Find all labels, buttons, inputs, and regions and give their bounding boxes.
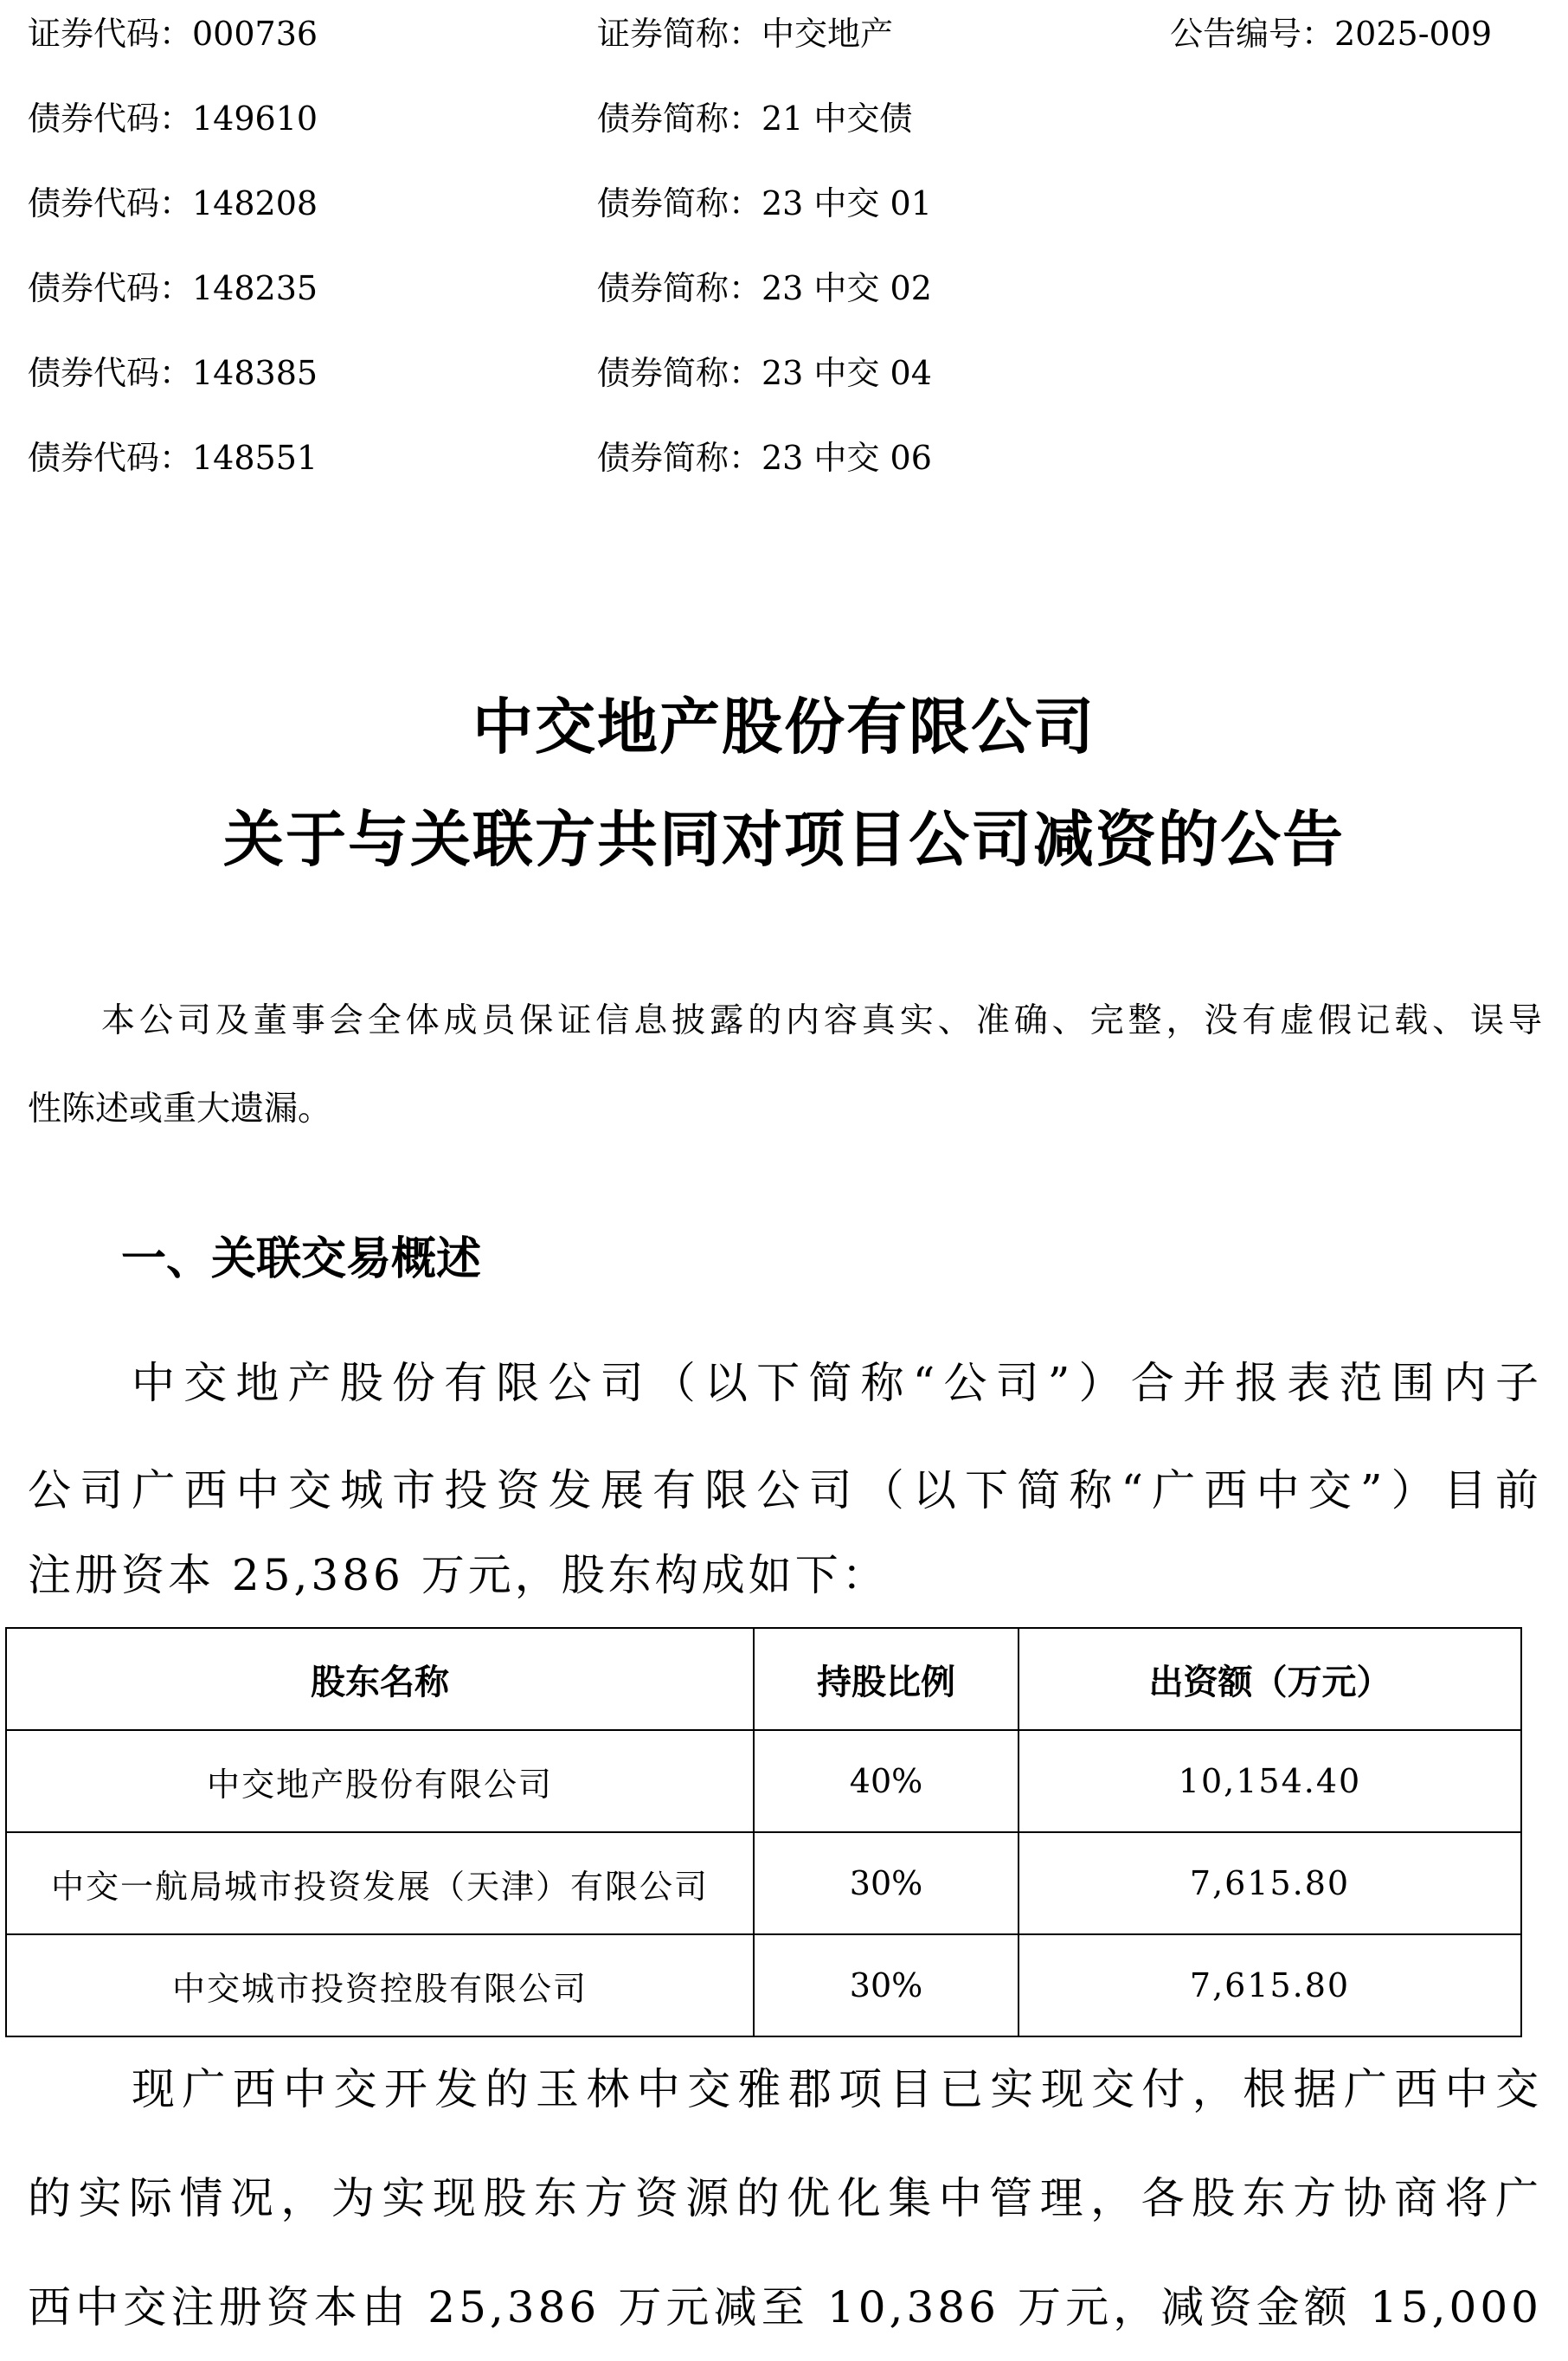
capital-amount: 10,154.40	[1019, 1730, 1521, 1832]
declaration-line: 性陈述或重大遗漏。	[28, 1090, 332, 1129]
table-row	[6, 1934, 1521, 2036]
header-row	[0, 432, 1568, 484]
bond-short-name: 债券简称：23 中交 06	[597, 439, 932, 477]
paragraph-line: 公司广西中交城市投资发展有限公司（以下简称“广西中交”）目前	[28, 1465, 1542, 1515]
header-row	[0, 262, 1568, 314]
capital-amount: 7,615.80	[1019, 1832, 1521, 1934]
stock-short-name: 证券简称：中交地产	[597, 15, 894, 53]
company-title: 中交地产股份有限公司	[472, 692, 1096, 762]
paragraph-line: 注册资本 25,386 万元，股东构成如下：	[28, 1550, 889, 1600]
holding-ratio: 30%	[754, 1832, 1019, 1934]
header-row	[0, 8, 1568, 60]
announcement-title: 关于与关联方共同对项目公司减资的公告	[223, 804, 1345, 875]
shareholder-name: 中交一航局城市投资发展（天津）有限公司	[6, 1832, 754, 1934]
column-header-ratio: 持股比例	[754, 1628, 1019, 1730]
bond-code: 债券代码：148208	[28, 184, 318, 222]
paragraph-line: 西中交注册资本由 25,386 万元减至 10,386 万元，减资金额 15,000	[28, 2282, 1542, 2332]
capital-amount: 7,615.80	[1019, 1934, 1521, 2036]
table-header-row	[6, 1628, 1521, 1730]
section-heading: 一、关联交易概述	[121, 1233, 482, 1285]
bond-short-name: 债券简称：23 中交 04	[597, 354, 932, 392]
bond-short-name: 债券简称：23 中交 02	[597, 269, 932, 307]
shareholder-name: 中交地产股份有限公司	[6, 1730, 754, 1832]
table-row	[6, 1832, 1521, 1934]
bond-code: 债券代码：148235	[28, 269, 318, 307]
header-row	[0, 347, 1568, 399]
bond-code: 债券代码：148551	[28, 439, 318, 477]
paragraph-line: 现广西中交开发的玉林中交雅郡项目已实现交付，根据广西中交	[132, 2064, 1542, 2114]
paragraph-line: 中交地产股份有限公司（以下简称“公司”）合并报表范围内子	[132, 1358, 1542, 1408]
column-header-name: 股东名称	[6, 1628, 754, 1730]
bond-short-name: 债券简称：21 中交债	[597, 100, 913, 138]
bond-code: 债券代码：148385	[28, 354, 318, 392]
declaration-line: 本公司及董事会全体成员保证信息披露的内容真实、准确、完整，没有虚假记载、误导	[101, 1001, 1542, 1040]
holding-ratio: 40%	[754, 1730, 1019, 1832]
shareholder-table	[5, 1627, 1522, 2037]
paragraph-line: 的实际情况，为实现股东方资源的优化集中管理，各股东方协商将广	[28, 2173, 1542, 2223]
column-header-amount: 出资额（万元）	[1019, 1628, 1521, 1730]
header-row	[0, 177, 1568, 229]
announcement-number: 公告编号：2025-009	[1170, 15, 1493, 53]
stock-code: 证券代码：000736	[28, 15, 318, 53]
bond-code: 债券代码：149610	[28, 100, 318, 138]
holding-ratio: 30%	[754, 1934, 1019, 2036]
shareholder-name: 中交城市投资控股有限公司	[6, 1934, 754, 2036]
bond-short-name: 债券简称：23 中交 01	[597, 184, 932, 222]
table-row	[6, 1730, 1521, 1832]
header-row	[0, 93, 1568, 145]
